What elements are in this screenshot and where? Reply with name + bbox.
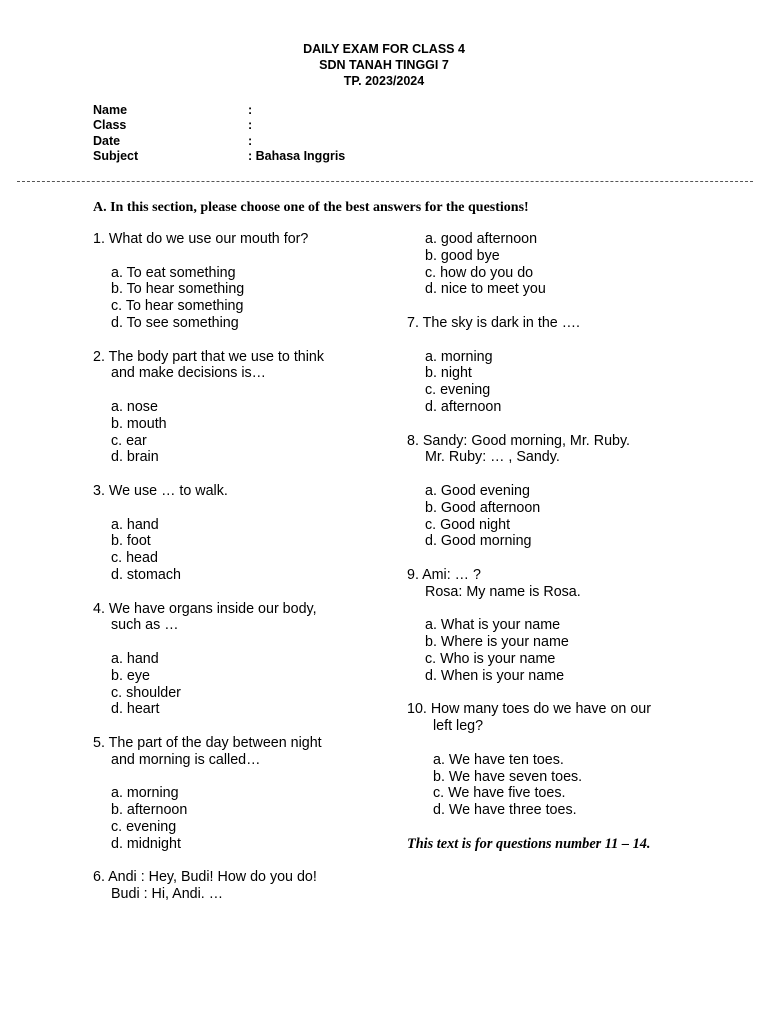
question-text: 2. The body part that we use to think [93, 348, 325, 365]
answer-options [93, 785, 393, 852]
question-5 [93, 735, 393, 853]
option-b: b. night [425, 365, 472, 382]
option-c: c. Good night [425, 516, 511, 533]
name-field: : [248, 103, 253, 117]
answer-options [407, 349, 737, 416]
option-d: d. afternoon [425, 398, 502, 415]
question-text: 6. Andi : Hey, Budi! How do you do! [93, 869, 317, 886]
info-label: Name [93, 103, 128, 117]
question-text-cont: and morning is called… [111, 751, 261, 768]
question-3 [93, 483, 393, 584]
question-7 [407, 315, 737, 416]
question-text: 1. What do we use our mouth for? [93, 231, 309, 247]
reading-note: This text is for questions number 11 – 14. [407, 835, 651, 852]
answer-options [93, 399, 393, 466]
info-label: Date [93, 133, 121, 148]
question-9 [407, 567, 737, 685]
question-6 [93, 869, 393, 903]
info-row-class [93, 118, 345, 133]
question-text-cont: Rosa: My name is Rosa. [425, 583, 581, 600]
question-8 [407, 433, 737, 551]
option-d: d. nice to meet you [425, 281, 546, 298]
option-c: c. ear [111, 432, 147, 449]
option-d: d. To see something [111, 314, 239, 331]
option-c: c. head [111, 550, 158, 567]
dashed-divider [17, 181, 753, 182]
info-row-name [93, 103, 345, 118]
option-a: a. To eat something [111, 264, 236, 281]
option-c: c. We have five toes. [433, 785, 566, 802]
question-text: 8. Sandy: Good morning, Mr. Ruby. [407, 432, 631, 449]
answer-options [407, 752, 737, 819]
option-d: d. When is your name [425, 667, 565, 684]
option-a: a. morning [425, 348, 493, 365]
info-label: Subject [93, 149, 139, 164]
question-text: 9. Ami: … ? [407, 566, 481, 583]
question-text-cont: left leg? [433, 718, 484, 735]
answer-options [407, 617, 737, 684]
questions-column-right [407, 231, 737, 852]
question-text: 3. We use … to walk. [93, 482, 228, 499]
section-a-title: A. In this section, please choose one of the best answers for the questions! [93, 200, 529, 215]
option-b: b. Where is your name [425, 634, 569, 651]
option-d: d. brain [111, 449, 159, 466]
option-b: b. Good afternoon [425, 499, 541, 516]
question-text-cont: Mr. Ruby: … , Sandy. [425, 449, 560, 466]
question-text: 4. We have organs inside our body, [93, 600, 317, 617]
question-text: 7. The sky is dark in the …. [407, 314, 580, 331]
option-b: b. afternoon [111, 802, 188, 819]
question-text-cont: Budi : Hi, Andi. … [111, 886, 224, 903]
school-name: SDN TANAH TINGGI 7 [319, 58, 449, 72]
info-row-date [93, 134, 345, 149]
option-b: b. foot [111, 533, 151, 550]
exam-header [0, 41, 768, 89]
question-10 [407, 701, 737, 819]
option-d: d. stomach [111, 566, 181, 583]
question-6-options [407, 231, 737, 298]
exam-title: DAILY EXAM FOR CLASS 4 [303, 42, 465, 56]
option-b: b. eye [111, 667, 150, 684]
option-a: a. What is your name [425, 617, 561, 634]
question-4 [93, 601, 393, 719]
option-a: a. good afternoon [425, 231, 538, 247]
option-a: a. nose [111, 398, 158, 415]
option-a: a. hand [111, 516, 159, 533]
option-c: c. evening [425, 382, 491, 399]
option-c: c. Who is your name [425, 650, 556, 667]
question-text-cont: and make decisions is… [111, 365, 266, 382]
questions-column-left [93, 231, 393, 903]
info-label: Class [93, 118, 127, 133]
question-1 [93, 231, 393, 332]
school-year: TP. 2023/2024 [343, 74, 425, 88]
date-field: : [248, 133, 253, 148]
answer-options [93, 517, 393, 584]
option-d: d. Good morning [425, 533, 532, 550]
subject-field: : Bahasa Inggris [248, 149, 346, 164]
question-2 [93, 349, 393, 467]
option-c: c. evening [111, 818, 177, 835]
info-row-subject [93, 149, 345, 164]
option-d: d. We have three toes. [433, 802, 577, 819]
option-a: a. morning [111, 785, 179, 802]
question-text-cont: such as … [111, 617, 179, 634]
option-c: c. To hear something [111, 298, 244, 315]
option-b: b. mouth [111, 415, 167, 432]
question-text: 5. The part of the day between night [93, 734, 322, 751]
option-b: b. good bye [425, 247, 500, 264]
option-a: a. We have ten toes. [433, 751, 564, 768]
option-d: d. heart [111, 701, 160, 718]
option-b: b. We have seven toes. [433, 768, 583, 785]
option-c: c. shoulder [111, 684, 181, 701]
answer-options [93, 651, 393, 718]
answer-options [93, 265, 393, 332]
option-d: d. midnight [111, 835, 181, 852]
question-text: 10. How many toes do we have on our [407, 701, 651, 718]
option-b: b. To hear something [111, 281, 245, 298]
answer-options [407, 483, 737, 550]
student-info-block [93, 103, 345, 165]
option-a: a. Good evening [425, 482, 530, 499]
option-c: c. how do you do [425, 264, 534, 281]
option-a: a. hand [111, 650, 159, 667]
class-field: : [248, 118, 253, 133]
